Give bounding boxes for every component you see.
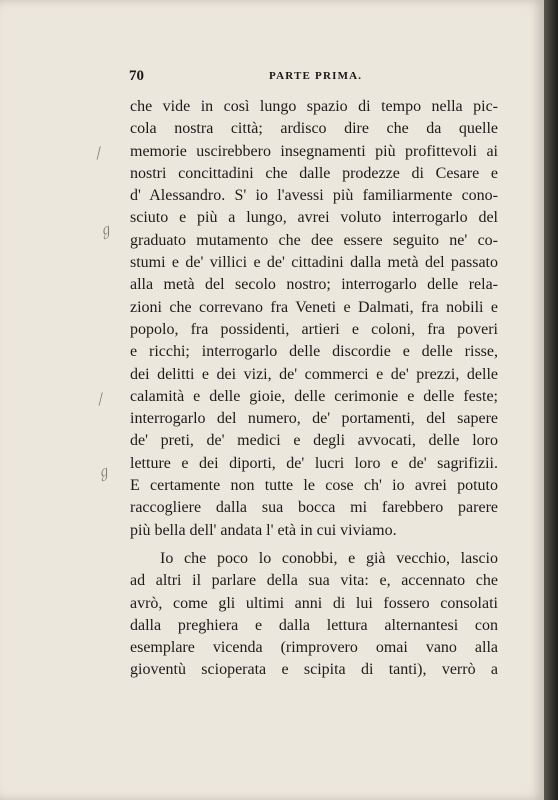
text-line: E certamente non tutte le cose ch' io avrei potuto [130, 477, 498, 495]
text-line: ad altri il parlare della sua vita: e, accennato che [130, 572, 498, 590]
book-spine-shadow [544, 0, 558, 800]
page-header [129, 68, 499, 86]
pencil-mark-icon: ℊ [95, 220, 116, 242]
pencil-mark-icon: ⁄ [94, 146, 104, 162]
text-line: dei delitti e dei vizi, de' commerci e de' prezzi, delle [130, 365, 498, 383]
text-line: e ricchi; interrogarlo delle discordie e delle risse, [130, 343, 498, 361]
text-line: gioventù scioperata e scipita di tanti), verrò a [130, 661, 498, 679]
text-line: calamità e delle gioie, delle cerimonie e delle feste; [130, 387, 498, 405]
text-line: che vide in così lungo spazio di tempo nella pic- [130, 98, 498, 115]
pencil-mark-icon: ℊ [93, 462, 114, 484]
paragraph-2 [130, 548, 498, 682]
text-line: letture e dei diporti, de' lucri loro e de' sagrifizii. [130, 454, 498, 472]
text-line: zioni che correvano fra Veneti e Dalmati, fra nobili e [130, 298, 498, 316]
text-line: alla metà del secolo nostro; interrogarlo delle rela- [130, 276, 498, 294]
pencil-mark-icon: ⁄ [96, 392, 106, 408]
text-line: più bella dell' andata l' età in cui viviamo. [130, 521, 397, 539]
page-number: 70 [129, 68, 144, 84]
text-line: sciuto e più a lungo, avrei voluto interrogarlo del [130, 209, 498, 227]
text-line: de' preti, de' medici e degli avvocati, delle loro [130, 432, 498, 450]
text-line: avrò, come gli ultimi anni di lui fossero consolati [130, 594, 498, 612]
text-line: raccogliere dalla sua bocca mi farebbero parere [130, 499, 498, 517]
text-line: nostri concittadini che dalle prodezze di Cesare e [130, 164, 498, 182]
text-line: d' Alessandro. S' io l'avessi più familiarmente cono- [130, 187, 498, 205]
text-line: stumi e de' villici e de' cittadini dalla metà del passato [130, 254, 498, 272]
running-head: PARTE PRIMA. [269, 70, 363, 82]
text-line: popolo, fra possidenti, artieri e coloni, fra poveri [130, 320, 498, 338]
text-line: Io che poco lo conobbi, e già vecchio, lascio [160, 549, 498, 567]
paragraph-1 [130, 96, 498, 542]
text-line: interrogarlo del numero, de' portamenti, del sapere [130, 410, 498, 428]
text-line: graduato mutamento che dee essere seguito ne' co- [130, 231, 498, 249]
text-line: esemplare vicenda (rimprovero omai vano alla [130, 639, 498, 657]
text-line: cola nostra città; ardisco dire che da quelle [130, 120, 498, 138]
body-text [130, 96, 498, 682]
text-line: memorie uscirebbero insegnamenti più profittevoli ai [130, 142, 498, 160]
text-line: dalla preghiera e dalla lettura alternantesi con [130, 616, 498, 634]
